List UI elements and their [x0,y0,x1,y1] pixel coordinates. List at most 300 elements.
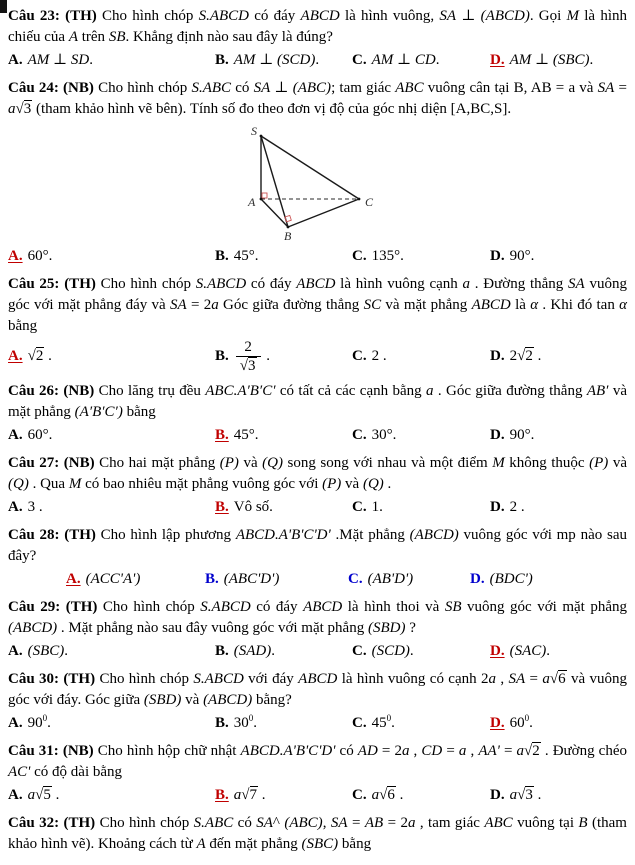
text-run: 135°. [371,248,404,264]
text-run: S.ABCD [198,8,250,24]
text-run: ⊥ [270,80,293,96]
text-run: không thuộc [504,455,590,471]
option-content [372,427,397,443]
text-run: và [181,692,204,708]
option-letter: D. [490,348,505,364]
option-b [215,641,352,662]
option-c [352,641,490,662]
text-run: (tham khảo hình vẽ bên). Tính số đo theo đơn vị độ của góc nhị diện [A,BC,S]. [32,101,512,117]
text-run: có [231,80,254,96]
text-run: là hình chiếu của [8,8,627,45]
text-run: (SBC) [301,836,339,852]
question-list [8,6,627,855]
radical-icon: √ [239,357,248,374]
option-b [215,425,352,446]
option-content [372,643,414,659]
question-cau-27 [8,453,627,518]
radicand: 3 [248,357,256,374]
options-row [8,497,627,518]
option-a [8,497,215,518]
option-content [372,248,404,264]
text-run: , tam giác [415,815,485,831]
question-text [8,597,627,639]
text-run: là hình vuông, [339,8,440,24]
option-letter: C. [352,499,367,515]
text-run: (P) [219,455,239,471]
text-run: AM [27,52,50,68]
text-run: . [395,787,404,803]
text-run: Câu 31: (NB) [8,743,98,759]
option-letter: B. [215,52,229,68]
text-run: (ABC) [284,815,323,831]
text-run: (ACC'A') [85,571,141,587]
text-run: a [509,787,518,803]
answer-letter: B. [215,427,229,443]
question-text [8,381,627,423]
option-letter: A. [8,715,23,731]
option-letter: D. [490,787,505,803]
text-run: = [525,671,543,687]
text-run: = 2 [383,815,408,831]
option-c [352,346,490,367]
radicand: 5 [43,787,51,803]
text-run: ABCD [296,276,336,292]
text-run: 1. [371,499,383,515]
radical-icon: √ [379,787,388,803]
sqrt-expression [35,786,52,803]
fraction-denominator [236,356,261,375]
text-run: 0 [248,713,254,723]
text-run: ABCD.A'B'C'D' [235,527,331,543]
radical-icon: √ [517,787,526,803]
text-run: SB [444,599,462,615]
question-text [8,525,627,567]
text-run: Cho hình chóp [99,671,194,687]
question-cau-24 [8,78,627,267]
text-run: = 2 [377,743,402,759]
text-run: ABCD [303,599,343,615]
option-letter: A. [8,499,23,515]
text-run: SA [170,297,187,313]
text-run: a [211,297,219,313]
text-run: ABC.A′B′C′ [205,383,276,399]
text-run: vuông góc với mp nào sau đây? [8,527,627,564]
text-run: . [589,52,594,68]
option-letter: A. [8,52,23,68]
sqrt-expression [550,670,567,687]
option-letter: A. [8,643,23,659]
text-run: 90 [27,715,43,731]
text-run: = 2 [186,297,212,313]
text-run: α [530,297,539,313]
text-run: . Mặt phẳng nào sau đây vuông góc với mặt phẳng [57,620,368,636]
text-run: đến mặt phẳng [205,836,302,852]
text-run: 60°. [27,248,53,264]
option-content [372,348,387,364]
text-run: ^ [272,815,285,831]
text-run: 90°. [509,427,535,443]
text-run: ⊥ [255,52,278,68]
text-run: AD [357,743,378,759]
right-angle-mark [262,193,267,198]
text-run: song song với nhau và một điểm [282,455,493,471]
text-run: (SCD) [277,52,316,68]
text-run: 2 . [509,499,525,515]
radicand: 6 [387,787,395,803]
text-run: Câu 25: (TH) [8,276,101,292]
text-run: M [566,8,580,24]
answer-letter: D. [490,52,505,68]
text-run: 0 [42,713,48,723]
text-run: ⊥ [531,52,553,68]
text-run: A [196,836,206,852]
option-letter: B. [215,347,229,364]
text-run: a [542,671,550,687]
text-run: SA [508,671,526,687]
text-run: 90°. [509,248,535,264]
text-run: với đáy [243,671,299,687]
text-run: CD [414,52,436,68]
text-run: (P) [589,455,609,471]
text-run: AC' [8,764,31,780]
option-letter: D. [490,427,505,443]
question-cau-25 [8,274,627,374]
option-d [490,425,627,446]
option-letter: C. [352,715,367,731]
options-row [8,50,627,71]
radical-icon: √ [549,671,559,687]
text-run: SC [363,297,382,313]
text-run: (A′B′C′) [74,404,123,420]
text-run: a [233,787,242,803]
option-d [490,246,627,267]
text-run: AB [364,815,384,831]
options-row [8,425,627,446]
text-run: 45°. [233,427,259,443]
text-run: 45 [371,715,387,731]
text-run: A [68,29,78,45]
text-run: AA' [478,743,500,759]
option-letter: B. [215,643,229,659]
option-content [372,786,404,803]
option-c [352,246,490,267]
pyramid-sabc [246,126,627,244]
answer-letter: D. [490,643,505,659]
option-a [8,246,215,267]
text-run: . Qua [28,476,69,492]
text-run: SA [568,276,585,292]
text-run: . [533,787,542,803]
option-content [234,715,257,731]
option-content [510,347,542,364]
option-b [215,246,352,267]
option-content [234,339,270,374]
text-run: (Q) [362,476,384,492]
text-run: = [347,815,365,831]
question-cau-30 [8,669,627,734]
text-run: Cho hình lập phương [100,527,236,543]
option-letter: B. [215,715,229,731]
question-cau-26 [8,381,627,446]
text-run: . [258,787,266,803]
option-content [372,715,395,731]
option-d [490,50,627,71]
text-run: AM [509,52,532,68]
text-run: Câu 26: (NB) [8,383,99,399]
scan-artifact [0,0,7,13]
text-run: có tất cả các cạnh bằng [275,383,427,399]
option-content [490,571,533,587]
text-run: . Khi đó tan [538,297,620,313]
option-a [8,346,215,367]
text-run: Câu 29: (TH) [8,599,103,615]
text-run: Câu 30: (TH) [8,671,100,687]
text-run: và mặt phẳng [381,297,472,313]
vertex-label-s: S [251,126,257,138]
text-run: M [492,455,505,471]
sqrt-expression [379,786,396,803]
text-run: 60 [509,715,525,731]
option-c [352,713,490,734]
text-run: . [435,52,440,68]
text-run: a [407,815,416,831]
text-run: Câu 27: (NB) [8,455,100,471]
text-run: . Gọi [529,8,567,24]
option-letter: D. [470,571,485,587]
text-run: Câu 24: (NB) [8,80,99,96]
option-content [28,52,93,68]
vertex-label-b: B [284,229,292,243]
text-run: . [409,643,414,659]
text-run: AM [233,52,256,68]
text-run: Cho lăng trụ đều [98,383,206,399]
option-d [490,713,627,734]
option-content [372,52,440,68]
text-run: a [462,276,471,292]
text-run: là hình vuông cạnh [335,276,463,292]
text-run: . [51,787,60,803]
option-d [490,346,627,367]
text-run: ⊥ [456,8,481,24]
text-run: a [488,671,496,687]
text-run: = [614,80,627,96]
text-run: Cho hình chóp [99,815,194,831]
text-run: (SBC) [552,52,590,68]
text-run: (SAC) [509,643,547,659]
option-b [205,569,348,590]
text-run: Cho hình chóp [98,80,192,96]
option-letter: C. [352,787,367,803]
text-run: , [496,671,509,687]
text-run: 2 . [371,348,387,364]
option-letter: C. [348,571,363,587]
question-cau-29 [8,597,627,662]
question-text [8,741,627,783]
text-run: S.ABCD [200,599,251,615]
radicand: 2 [35,348,44,364]
text-run: SA [253,80,271,96]
option-c [352,497,490,518]
option-content [28,715,51,731]
answer-letter: A. [8,348,23,364]
radicand: 2 [532,743,540,759]
question-cau-31 [8,741,627,806]
answer-letter: D. [490,715,505,731]
text-run: (SAD) [233,643,272,659]
option-content [234,248,259,264]
option-letter: B. [215,248,229,264]
text-run: . [529,715,533,731]
sqrt-expression [517,786,534,803]
radicand: 3 [525,787,533,803]
vertex-dot [358,198,361,201]
radicand: 7 [249,787,257,803]
text-run: (ABCD) [8,620,58,636]
text-run: và [608,455,627,471]
text-run: a [516,743,525,759]
text-run: bằng [8,318,38,334]
text-run: có đáy [249,8,301,24]
text-run: 45°. [233,248,259,264]
text-run: và vuông góc với đáy. Góc giữa [8,671,627,708]
text-run: . [315,52,320,68]
option-content [28,248,53,264]
text-run: . Khẳng định nào sau đây là đúng? [125,29,333,45]
text-run: (ABCD) [203,692,253,708]
text-run: 30 [233,715,249,731]
text-run: . Đường thẳng [470,276,569,292]
text-run: . [47,715,51,731]
option-b [215,713,352,734]
option-c [352,785,490,806]
text-run: Cho hình hộp chữ nhật [97,743,241,759]
text-run: . Đường chéo [540,743,628,759]
option-content [510,786,542,803]
option-a [66,569,205,590]
sqrt-expression [28,347,45,364]
text-run: (BDC') [489,571,533,587]
solid-edge [261,136,359,199]
text-run: ⊥ [393,52,415,68]
sqrt-expression [240,357,257,374]
text-run: . [546,643,551,659]
text-run: Câu 32: (TH) [8,815,100,831]
option-d [470,569,627,590]
option-letter: D. [490,248,505,264]
sqrt-expression [16,100,33,117]
vertex-label-c: C [365,195,374,209]
sqrt-expression [517,347,534,364]
text-run: là [510,297,531,313]
radicand: 6 [558,671,566,687]
option-letter: A. [8,427,23,443]
vertex-dot [260,198,263,201]
option-content [28,427,53,443]
option-d [490,497,627,518]
option-content [510,715,533,731]
option-letter: B. [205,571,219,587]
option-content [234,499,273,515]
text-run: và [238,455,263,471]
option-content [28,643,68,659]
question-text [8,6,627,48]
text-run: có đáy [246,276,297,292]
text-run: CD [421,743,443,759]
text-run: là hình vuông có cạnh 2 [337,671,489,687]
option-content [28,347,52,364]
text-run: Góc giữa đường thẳng [218,297,364,313]
options-row [8,569,627,590]
text-run: bằng [122,404,156,420]
option-c [348,569,470,590]
option-content [510,248,535,264]
text-run: ABC [395,80,424,96]
text-run: 30°. [371,427,397,443]
text-run: có độ dài bằng [30,764,123,780]
question-text [8,274,627,337]
text-run: và mặt phẳng [8,383,627,420]
text-run: a [371,787,380,803]
text-run: AB′ [586,383,609,399]
text-run: 2 [509,348,518,364]
radical-icon: √ [241,787,250,803]
option-letter: C. [352,248,367,264]
text-run: (AB'D') [367,571,414,587]
radical-icon: √ [35,787,44,803]
text-run: SD [70,52,90,68]
radicand: 3 [23,101,32,117]
vertex-dot [260,135,263,138]
text-run: (ABCD) [409,527,459,543]
text-run: bằng? [252,692,292,708]
text-run: Cho hai mặt phẳng [99,455,220,471]
solid-edge [288,199,359,227]
text-run: a [8,101,16,117]
text-run: ; tam giác [331,80,396,96]
text-run: Cho hình chóp [102,8,199,24]
text-run: có đáy [250,599,304,615]
answer-letter: A. [66,571,81,587]
option-letter: A. [8,787,23,803]
question-cau-28 [8,525,627,590]
text-run: AM [371,52,394,68]
options-row [8,641,627,662]
vertex-dot [287,226,290,229]
text-run: B [578,815,588,831]
option-c [352,425,490,446]
text-run: M [68,476,82,492]
radical-icon: √ [517,348,526,364]
option-d [490,641,627,662]
option-a [8,785,215,806]
option-content [234,52,319,68]
text-run: SA [256,815,273,831]
answer-letter: A. [8,248,23,264]
text-run: vuông tại [512,815,579,831]
text-run: 3 . [27,499,43,515]
text-run: . [533,348,542,364]
question-cau-23 [8,6,627,71]
text-run: ⊥ [49,52,71,68]
text-run: a [27,787,36,803]
option-content [372,499,383,515]
option-content [510,499,525,515]
answer-letter: B. [215,787,229,803]
text-run: Câu 23: (TH) [8,8,103,24]
options-row [8,785,627,806]
text-run: S.ABC [193,815,234,831]
text-run: SB [108,29,126,45]
